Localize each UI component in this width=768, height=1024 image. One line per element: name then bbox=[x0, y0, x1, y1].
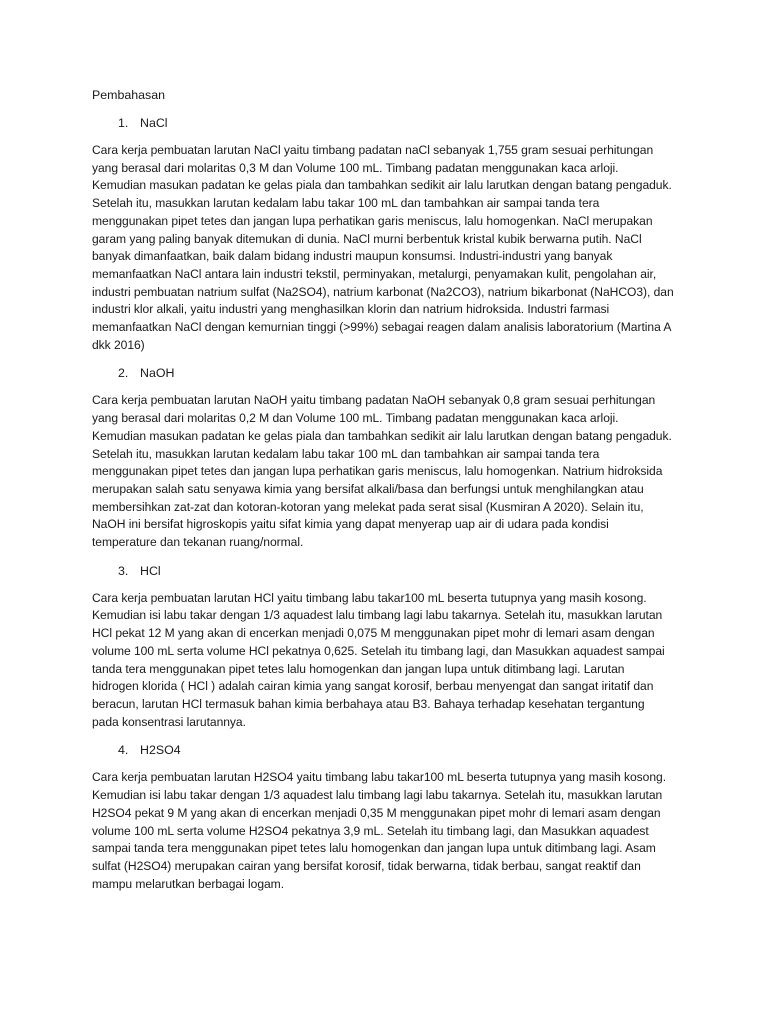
section-naoh bbox=[92, 364, 674, 551]
section-title-text: NaOH bbox=[140, 366, 175, 381]
section-title-text: NaCl bbox=[140, 116, 168, 130]
section-nacl bbox=[92, 114, 674, 354]
section-number: 4. bbox=[118, 743, 129, 758]
document-heading: Pembahasan bbox=[92, 88, 166, 102]
section-number: 1. bbox=[118, 116, 129, 130]
section-hcl bbox=[92, 562, 674, 732]
section-title bbox=[92, 364, 674, 382]
section-h2so4 bbox=[92, 741, 674, 893]
section-title-text: HCl bbox=[140, 563, 161, 578]
section-title bbox=[92, 114, 674, 132]
section-paragraph: Cara kerja pembuatan larutan NaCl yaitu timbang padatan naCl sebanyak 1,755 gram sesuai perhitungan yang berasal dari molaritas 0,3 M dan Volume 100 mL. Timbang padatan menggunakan kaca arloji. Kemudian masukan padatan ke gelas piala dan tambahkan sedikit air lalu larutkan dengan batang pengaduk. Setelah itu, masukkan larutan kedalam labu takar 100 mL dan tambahkan air sampai tanda tera menggunakan pipet tetes dan jangan lupa perhatikan garis meniscus, lalu homogenkan. NaCl merupakan garam yang paling banyak ditemukan di dunia. NaCl murni berbentuk kristal kubik berwarna putih. NaCl banyak dimanfaatkan, baik dalam bidang industri maupun konsumsi. Industri-industri yang banyak memanfaatkan NaCl antara lain industri tekstil, perminyakan, metalurgi, penyamakan kulit, pengolahan air, industri pembuatan natrium sulfat (Na2SO4), natrium karbonat (Na2CO3), natrium bikarbonat (NaHCO3), dan industri klor alkali, yaitu industri yang menghasilkan klorin dan natrium hidroksida. Industri farmasi memanfaatkan NaCl dengan kemurnian tinggi (>99%) sebagai reagen dalam analisis laboratorium (Martina A dkk 2016) bbox=[92, 143, 674, 352]
section-paragraph: Cara kerja pembuatan larutan H2SO4 yaitu timbang labu takar100 mL beserta tutupnya yang masih kosong. Kemudian isi labu takar dengan 1/3 aquadest lalu timbang lagi labu takarnya. Setelah itu, masukkan larutan H2SO4 pekat 9 M yang akan di encerkan menjadi 0,35 M menggunakan pipet mohr di lemari asam dengan volume 100 mL serta volume H2SO4 pekatnya 3,9 mL. Setelah itu timbang lagi, dan Masukkan aquadest sampai tanda tera menggunakan pipet tetes lalu homogenkan dan jangan lupa untuk ditimbang lagi. Asam sulfat (H2SO4) merupakan cairan yang bersifat korosif, tidak berwarna, tidak berbau, sangat reaktif dan mampu melarutkan berbagai logam. bbox=[92, 770, 666, 891]
section-number: 2. bbox=[118, 366, 129, 381]
section-title-text: H2SO4 bbox=[140, 743, 181, 758]
section-title bbox=[92, 741, 674, 759]
section-title bbox=[92, 562, 674, 580]
section-paragraph: Cara kerja pembuatan larutan HCl yaitu timbang labu takar100 mL beserta tutupnya yang masih kosong. Kemudian isi labu takar dengan 1/3 aquadest lalu timbang lagi labu takarnya. Setelah itu, masukkan larutan HCl pekat 12 M yang akan di encerkan menjadi 0,075 M menggunakan pipet mohr di lemari asam dengan volume 100 mL serta volume HCl pekatnya 0,625. Setelah itu timbang lagi, dan Masukkan aquadest sampai tanda tera menggunakan pipet tetes lalu homogenkan dan jangan lupa untuk ditimbang lagi. Larutan hidrogen klorida ( HCl ) adalah cairan kimia yang sangat korosif, berbau menyengat dan sangat iritatif dan beracun, larutan HCl termasuk bahan kimia berbahaya atau B3. Bahaya terhadap kesehatan tergantung pada konsentrasi larutannya. bbox=[92, 590, 665, 729]
section-paragraph: Cara kerja pembuatan larutan NaOH yaitu timbang padatan NaOH sebanyak 0,8 gram sesuai perhitungan yang berasal dari molaritas 0,2 M dan Volume 100 mL. Timbang padatan menggunakan kaca arloji. Kemudian masukan padatan ke gelas piala dan tambahkan sedikit air lalu larutkan dengan batang pengaduk. Setelah itu, masukkan larutan kedalam labu takar 100 mL dan tambahkan air sampai tanda tera menggunakan pipet tetes dan jangan lupa perhatikan garis meniscus, lalu homogenkan. Natrium hidroksida merupakan salah satu senyawa kimia yang bersifat alkali/basa dan berfungsi untuk menghilangkan atau membersihkan zat-zat dan kotoran-kotoran yang melekat pada serat sisal (Kusmiran A 2020). Selain itu, NaOH ini bersifat higroskopis yaitu sifat kimia yang dapat menyerap uap air di udara pada kondisi temperature dan tekanan ruang/normal. bbox=[92, 393, 672, 550]
section-number: 3. bbox=[118, 563, 129, 578]
